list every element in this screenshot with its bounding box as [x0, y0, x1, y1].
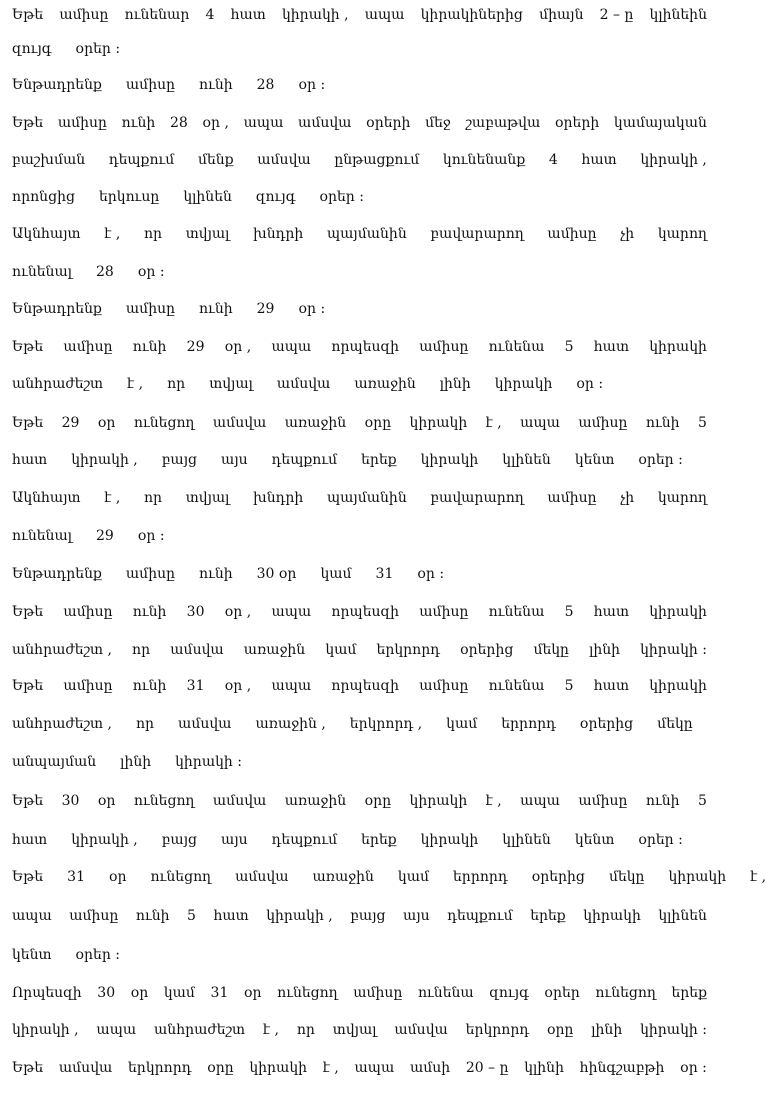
- word: հատ: [230, 7, 266, 23]
- word: օրեր :: [75, 41, 121, 57]
- text-line: [12, 563, 707, 585]
- word: պայմանին: [326, 226, 407, 242]
- text-line: [12, 905, 707, 927]
- word: այս: [221, 452, 248, 468]
- word: ապա: [520, 415, 560, 431]
- text-line: [12, 412, 707, 434]
- text-line: [12, 1057, 707, 1079]
- word: օր: [97, 415, 116, 431]
- word: ամսվա: [298, 115, 352, 131]
- word: 29: [186, 339, 205, 355]
- word: տվյալ: [332, 1022, 377, 1038]
- word: կիրակի: [420, 452, 479, 468]
- text-line: [12, 751, 707, 773]
- word: կիրակի: [494, 376, 553, 392]
- word: օրերից: [579, 716, 634, 732]
- word: անհրաժեշտ: [12, 376, 104, 392]
- word: ունենալ: [12, 264, 72, 280]
- word: օրերի: [366, 115, 411, 131]
- word: օր ,: [224, 339, 252, 355]
- word: հատ: [593, 604, 629, 620]
- word: բավարարող: [430, 226, 524, 242]
- word: դեպքում: [447, 908, 513, 924]
- text-line: [12, 1019, 707, 1041]
- word: դեպքում: [108, 152, 175, 168]
- word: ամսի: [409, 1060, 451, 1076]
- word: անպայման: [12, 754, 97, 770]
- word: ամիսը: [547, 490, 597, 506]
- word: զույգ: [489, 985, 529, 1001]
- word: է ,: [485, 415, 502, 431]
- word: Եթե: [12, 339, 44, 355]
- word: Ենթադրենք: [12, 77, 102, 93]
- word: է ,: [262, 1022, 279, 1038]
- word: օրեր :: [75, 947, 121, 963]
- word: ամսվա: [235, 869, 289, 885]
- word: ապա: [12, 908, 52, 924]
- word: երկրորդ: [128, 1060, 192, 1076]
- word: օրը: [364, 793, 392, 809]
- word: օր :: [137, 528, 165, 544]
- word: ունենա: [417, 985, 474, 1001]
- word: օր: [243, 985, 262, 1001]
- word: օր ,: [202, 115, 229, 131]
- word: Եթե: [12, 415, 44, 431]
- word: մենք: [197, 152, 234, 168]
- word: ամիսը: [63, 678, 113, 694]
- word: օրը: [546, 1022, 574, 1038]
- word: ունենալ: [12, 528, 72, 544]
- text-line: [12, 944, 707, 966]
- word: 28: [169, 115, 188, 131]
- word: որ: [296, 1022, 315, 1038]
- word: հատ: [12, 452, 48, 468]
- word: ամսվա: [212, 415, 267, 431]
- word: Եթե: [12, 115, 44, 131]
- word: 2 – ը: [599, 7, 634, 23]
- word: երեք: [671, 985, 707, 1001]
- word: կլինեին: [649, 7, 707, 23]
- word: ունեցող: [277, 985, 338, 1001]
- word: կիրակի ,: [12, 1022, 79, 1038]
- word: ունի: [121, 115, 156, 131]
- word: օր: [130, 985, 149, 1001]
- word: ամիսը: [125, 566, 175, 582]
- word: ունեցող: [150, 869, 212, 885]
- word: լինի: [591, 1022, 623, 1038]
- text-line: [12, 112, 707, 134]
- text-line: [12, 186, 707, 208]
- word: ունի: [132, 339, 167, 355]
- word: օրերի: [554, 115, 600, 131]
- word: որոնցից: [12, 189, 75, 205]
- word: 30: [97, 985, 116, 1001]
- word: կամ: [446, 716, 478, 732]
- word: մեջ: [425, 115, 451, 131]
- word: զույգ: [12, 41, 52, 57]
- word: ունի: [132, 678, 167, 694]
- word: կամ: [325, 642, 357, 658]
- word: որ: [135, 716, 155, 732]
- word: կենտ: [574, 452, 615, 468]
- word: տվյալ: [185, 226, 230, 242]
- word: հատ: [12, 832, 48, 848]
- word: Ենթադրենք: [12, 566, 102, 582]
- word: ապա: [271, 678, 312, 694]
- word: երեք: [361, 452, 397, 468]
- word: 28: [96, 264, 114, 280]
- word: բայց: [350, 908, 386, 924]
- word: որ: [167, 376, 186, 392]
- word: կիրակի ,: [71, 832, 138, 848]
- word: չի: [620, 490, 635, 506]
- word: օր: [97, 793, 116, 809]
- word: բավարարող: [430, 490, 524, 506]
- word: 5: [564, 678, 574, 694]
- word: Եթե: [12, 1060, 44, 1076]
- word: կիրակի: [649, 678, 707, 694]
- word: 5: [187, 908, 196, 924]
- word: հատ: [581, 152, 617, 168]
- word: 5: [698, 415, 707, 431]
- word: 31: [375, 566, 394, 582]
- word: մեկը: [608, 869, 645, 885]
- word: Եթե: [12, 678, 44, 694]
- word: ունի: [199, 77, 233, 93]
- word: օր :: [576, 376, 604, 392]
- word: դեպքում: [271, 832, 338, 848]
- word: կամայական: [613, 115, 707, 131]
- word: 30: [61, 793, 80, 809]
- word: լինի: [439, 376, 471, 392]
- word: որպեսզի: [331, 339, 400, 355]
- word: օր ,: [224, 678, 252, 694]
- word: Որպեսզի: [12, 985, 82, 1001]
- word: ապա: [354, 1060, 395, 1076]
- word: կիրակիներից: [420, 7, 523, 23]
- word: ամիսը: [59, 7, 109, 23]
- word: երեք: [530, 908, 566, 924]
- word: ունի: [199, 301, 233, 317]
- word: ամիսը: [419, 604, 469, 620]
- word: ունի: [135, 908, 170, 924]
- word: օր ,: [224, 604, 252, 620]
- word: որ: [143, 490, 163, 506]
- word: բայց: [161, 452, 198, 468]
- word: 30: [186, 604, 205, 620]
- text-line: [12, 38, 707, 60]
- word: 31: [186, 678, 205, 694]
- word: առաջին: [284, 415, 347, 431]
- word: ամիսը: [125, 301, 175, 317]
- word: անհրաժեշտ: [154, 1022, 246, 1038]
- word: 29: [96, 528, 114, 544]
- word: 4: [548, 152, 558, 168]
- word: 30 օր: [256, 566, 297, 582]
- word: անհրաժեշտ ,: [12, 642, 112, 658]
- word: է ,: [322, 1060, 339, 1076]
- text-line: [12, 261, 707, 283]
- word: ամիսը: [125, 77, 175, 93]
- word: միայն: [539, 7, 584, 23]
- word: 4: [205, 7, 215, 23]
- text-line: [12, 639, 707, 661]
- word: 5: [564, 604, 574, 620]
- word: առաջին: [243, 642, 306, 658]
- word: ամսվա: [257, 152, 311, 168]
- word: տվյալ: [185, 490, 230, 506]
- word: խնդրի: [253, 226, 304, 242]
- word: անհրաժեշտ ,: [12, 716, 112, 732]
- word: որպեսզի: [331, 604, 400, 620]
- word: կենտ: [12, 947, 52, 963]
- word: կլինեն: [658, 908, 707, 924]
- word: զույգ: [255, 189, 296, 205]
- word: օր :: [298, 77, 326, 93]
- word: ամիսը: [63, 604, 113, 620]
- word: խնդրի: [253, 490, 304, 506]
- word: ապա: [364, 7, 405, 23]
- text-line: [12, 449, 707, 471]
- word: ապա: [520, 793, 560, 809]
- word: կիրակի: [649, 604, 707, 620]
- word: կարող: [657, 226, 707, 242]
- word: ամսվա: [58, 1060, 113, 1076]
- word: տվյալ: [209, 376, 253, 392]
- word: է ,: [127, 376, 144, 392]
- word: կիրակի: [420, 832, 479, 848]
- text-line: [12, 525, 707, 547]
- text-line: [12, 487, 707, 509]
- word: ապա: [271, 339, 312, 355]
- word: կիրակի: [583, 908, 641, 924]
- word: կիրակի :: [175, 754, 242, 770]
- word: պայմանին: [326, 490, 407, 506]
- word: ունեցող: [133, 793, 195, 809]
- word: բաշխման: [12, 152, 86, 168]
- word: որ: [132, 642, 151, 658]
- word: օրեր :: [638, 832, 683, 848]
- text-line: [12, 373, 707, 395]
- text-line: [12, 713, 707, 735]
- word: երրորդ: [453, 869, 508, 885]
- word: երկուսը: [98, 189, 160, 205]
- word: ունի: [645, 793, 680, 809]
- word: ունեցող: [133, 415, 195, 431]
- word: կիրակի ,: [282, 7, 349, 23]
- word: լինի: [589, 642, 621, 658]
- word: երրորդ: [501, 716, 556, 732]
- word: Եթե: [12, 7, 44, 23]
- text-line: [12, 223, 707, 245]
- word: 20 – ը: [465, 1060, 509, 1076]
- word: ամիսը: [547, 226, 597, 242]
- text-line: [12, 149, 707, 171]
- text-line: [12, 829, 707, 851]
- word: օրը: [364, 415, 392, 431]
- text-line: [12, 675, 707, 697]
- word: ամսվա: [394, 1022, 448, 1038]
- word: 28: [256, 77, 275, 93]
- word: երկրորդ: [376, 642, 440, 658]
- word: կլինեն: [502, 452, 551, 468]
- word: լինի: [120, 754, 152, 770]
- word: կլինեն: [183, 189, 232, 205]
- word: ամիսը: [578, 415, 628, 431]
- word: Ակնհայտ: [12, 226, 81, 242]
- word: Եթե: [12, 604, 44, 620]
- word: կիրակի ,: [71, 452, 138, 468]
- word: կամ: [320, 566, 352, 582]
- word: օրը: [207, 1060, 234, 1076]
- word: է ,: [485, 793, 502, 809]
- word: կունենանք: [442, 152, 526, 168]
- word: ապա: [96, 1022, 137, 1038]
- word: առաջին ,: [255, 716, 326, 732]
- word: որպեսզի: [331, 678, 400, 694]
- text-line: [12, 790, 707, 812]
- word: կիրակի ,: [266, 908, 333, 924]
- word: մեկը: [533, 642, 569, 658]
- word: երկրորդ ,: [349, 716, 423, 732]
- word: կիրակի :: [640, 1022, 707, 1038]
- text-line: [12, 298, 707, 320]
- word: ունի: [199, 566, 233, 582]
- word: Եթե: [12, 793, 44, 809]
- word: է ,: [750, 869, 766, 885]
- word: օրերից: [460, 642, 514, 658]
- word: կարող: [657, 490, 707, 506]
- word: առաջին: [312, 869, 374, 885]
- word: օր :: [680, 1060, 707, 1076]
- word: ունենա: [488, 339, 545, 355]
- word: է ,: [104, 226, 121, 242]
- word: կիրակի: [649, 339, 707, 355]
- word: օր :: [417, 566, 445, 582]
- word: ամսվա: [276, 376, 331, 392]
- text-line: [12, 336, 707, 358]
- word: դեպքում: [271, 452, 338, 468]
- word: 29: [61, 415, 80, 431]
- word: օր: [108, 869, 127, 885]
- word: ամսվա: [212, 793, 267, 809]
- word: ամսվա: [170, 642, 224, 658]
- word: երկրորդ: [465, 1022, 530, 1038]
- word: կամ: [397, 869, 430, 885]
- word: շաբաթվա: [465, 115, 541, 131]
- word: կամ: [163, 985, 195, 1001]
- word: ամիսը: [419, 678, 469, 694]
- word: այս: [221, 832, 248, 848]
- word: կիրակի: [409, 415, 468, 431]
- word: կլինի: [524, 1060, 564, 1076]
- word: կիրակի :: [640, 642, 707, 658]
- word: է ,: [104, 490, 121, 506]
- word: կենտ: [574, 832, 615, 848]
- word: օր :: [137, 264, 165, 280]
- word: ամիսը: [69, 908, 119, 924]
- text-line: [12, 74, 707, 96]
- word: 5: [698, 793, 707, 809]
- word: օրեր :: [638, 452, 683, 468]
- word: ունենար: [124, 7, 190, 23]
- word: առաջին: [354, 376, 416, 392]
- word: ունի: [132, 604, 167, 620]
- word: ամիսը: [63, 339, 113, 355]
- word: չի: [620, 226, 635, 242]
- word: հինգշաբթի: [579, 1060, 665, 1076]
- word: ունենա: [488, 678, 545, 694]
- text-line: [12, 601, 707, 623]
- word: հատ: [593, 339, 629, 355]
- word: ապա: [243, 115, 284, 131]
- word: Ենթադրենք: [12, 301, 102, 317]
- word: ամիսը: [419, 339, 469, 355]
- word: կլինեն: [502, 832, 551, 848]
- text-line: [12, 4, 707, 26]
- word: առաջին: [284, 793, 347, 809]
- word: Ակնհայտ: [12, 490, 81, 506]
- text-line: [12, 982, 707, 1004]
- word: կիրակի: [668, 869, 727, 885]
- word: երեք: [361, 832, 397, 848]
- word: որ: [143, 226, 163, 242]
- word: 31: [67, 869, 85, 885]
- word: ապա: [271, 604, 312, 620]
- word: օր :: [298, 301, 326, 317]
- word: 31: [210, 985, 229, 1001]
- word: ունենա: [488, 604, 545, 620]
- word: ամիսը: [57, 115, 107, 131]
- word: այս: [403, 908, 430, 924]
- word: 29: [256, 301, 275, 317]
- word: կիրակի: [409, 793, 468, 809]
- word: հատ: [213, 908, 249, 924]
- word: օրերից: [531, 869, 585, 885]
- word: կիրակի: [249, 1060, 308, 1076]
- word: կիրակի ,: [640, 152, 707, 168]
- word: մեկը: [657, 716, 693, 732]
- word: ունեցող: [595, 985, 656, 1001]
- word: օրեր: [544, 985, 580, 1001]
- word: ունի: [645, 415, 680, 431]
- word: հատ: [593, 678, 629, 694]
- word: 5: [564, 339, 574, 355]
- word: ամիսը: [578, 793, 628, 809]
- word: բայց: [161, 832, 198, 848]
- word: ամսվա: [178, 716, 232, 732]
- word: ամիսը: [353, 985, 403, 1001]
- word: օրեր :: [319, 189, 364, 205]
- text-line: [12, 866, 766, 888]
- word: ընթացքում: [334, 152, 420, 168]
- word: Եթե: [12, 869, 44, 885]
